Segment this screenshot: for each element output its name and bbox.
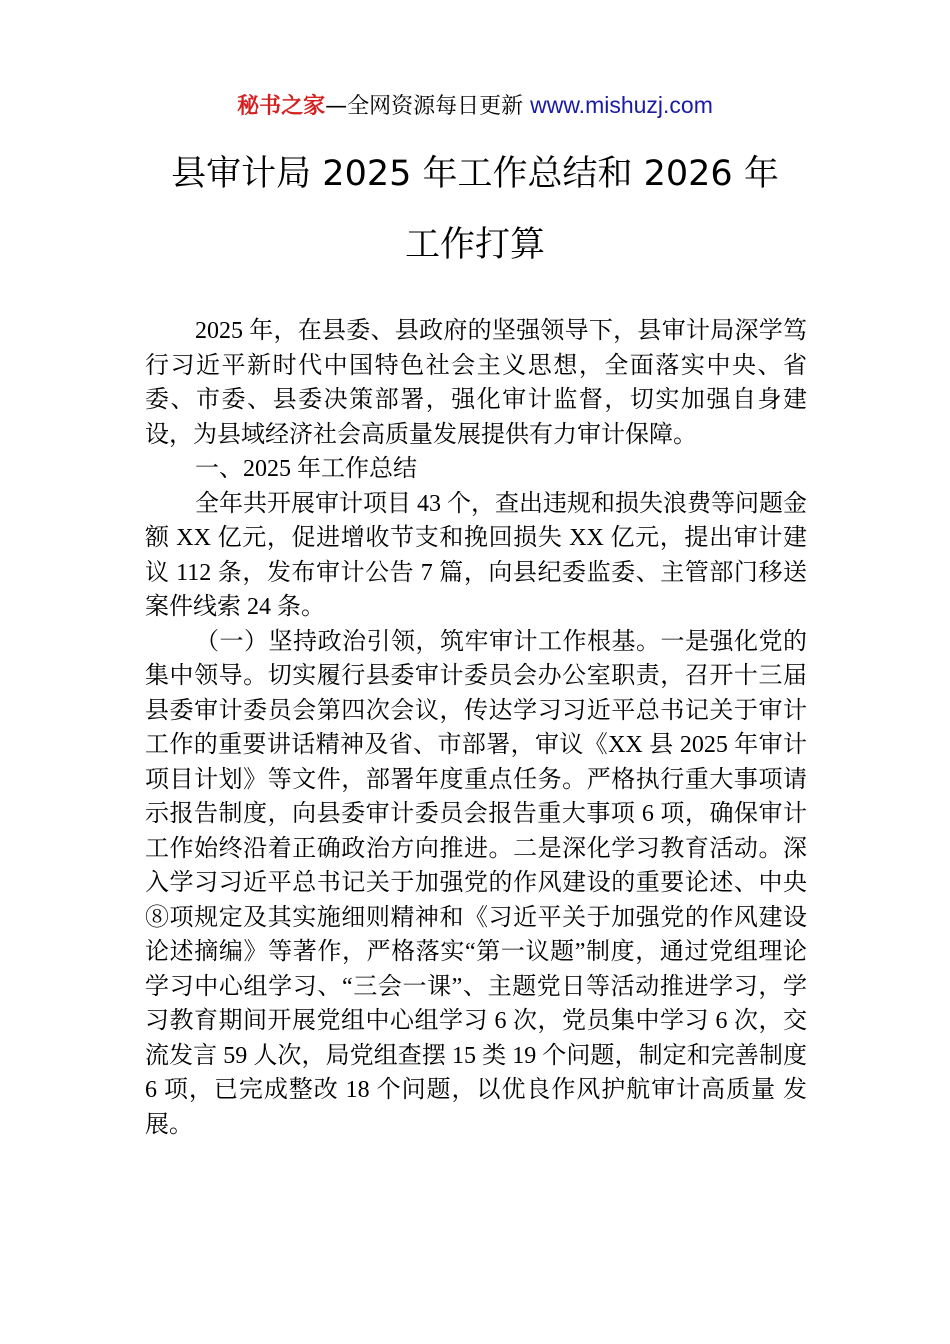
intro-paragraph: 2025 年，在县委、县政府的坚强领导下，县审计局深学笃行习近平新时代中国特色社会主义思想，全面落实中央、省委、市委、县委决策部署，强化审计监督，切实加强自身建设，为县域经济社会高质量发展提供有力审计保障。 [145, 318, 807, 448]
subsection-paragraph: （一）坚持政治引领，筑牢审计工作根基。一是强化党的集中领导。切实履行县委审计委员会办公室职责，召开十三届县委审计委员会第四次会议，传达学习习近平总书记关于审计工作的重要讲话精神及省、市部署，审议《XX 县 2025 年审计项目计划》等文件，部署年度重点任务。严格执行重大事项请示报告制度，向县委审计委员会报告重大事项 6 项，确保审计工作始终沿着正确政治方向推进。二是深化学习教育活动。深入学习习近平总书记关于加强党的作风建设的重要论述、中央⑧项规定及其实施细则精神和《习近平关于加强党的作风建设论述摘编》等著作，严格落实“第一议题”制度，通过党组理论学习中心组学习、“三会一课”、主题党日等活动推进学习，学习教育期间开展党组中心组学习 6 次，党员集中学习 6 次，交流发言 59 人次，局党组查摆 15 类 19 个问题，制定和完善制度 6 项，已完成整改 18 个问题，以优良作风护航审计高质量 发展。 [145, 628, 807, 1138]
summary-paragraph: 全年共开展审计项目 43 个，查出违规和损失浪费等问题金额 XX 亿元，促进增收节支和挽回损失 XX 亿元，提出审计建议 112 条，发布审计公告 7 篇，向县纪委监委、主管部门移送案件线索 24 条。 [145, 490, 807, 620]
document-title-line-2: 工作打算 [404, 225, 545, 265]
site-url-link[interactable]: www.mishuzj.com [530, 92, 713, 118]
site-header [0, 88, 950, 124]
header-tagline: —全网资源每日更新 [325, 94, 531, 119]
document-body [145, 314, 807, 1142]
brand-name: 秘书之家 [237, 94, 326, 119]
document-title-line-1: 县审计局 2025 年工作总结和 2026 年 [171, 154, 779, 194]
section-heading: 一、2025 年工作总结 [195, 456, 417, 482]
